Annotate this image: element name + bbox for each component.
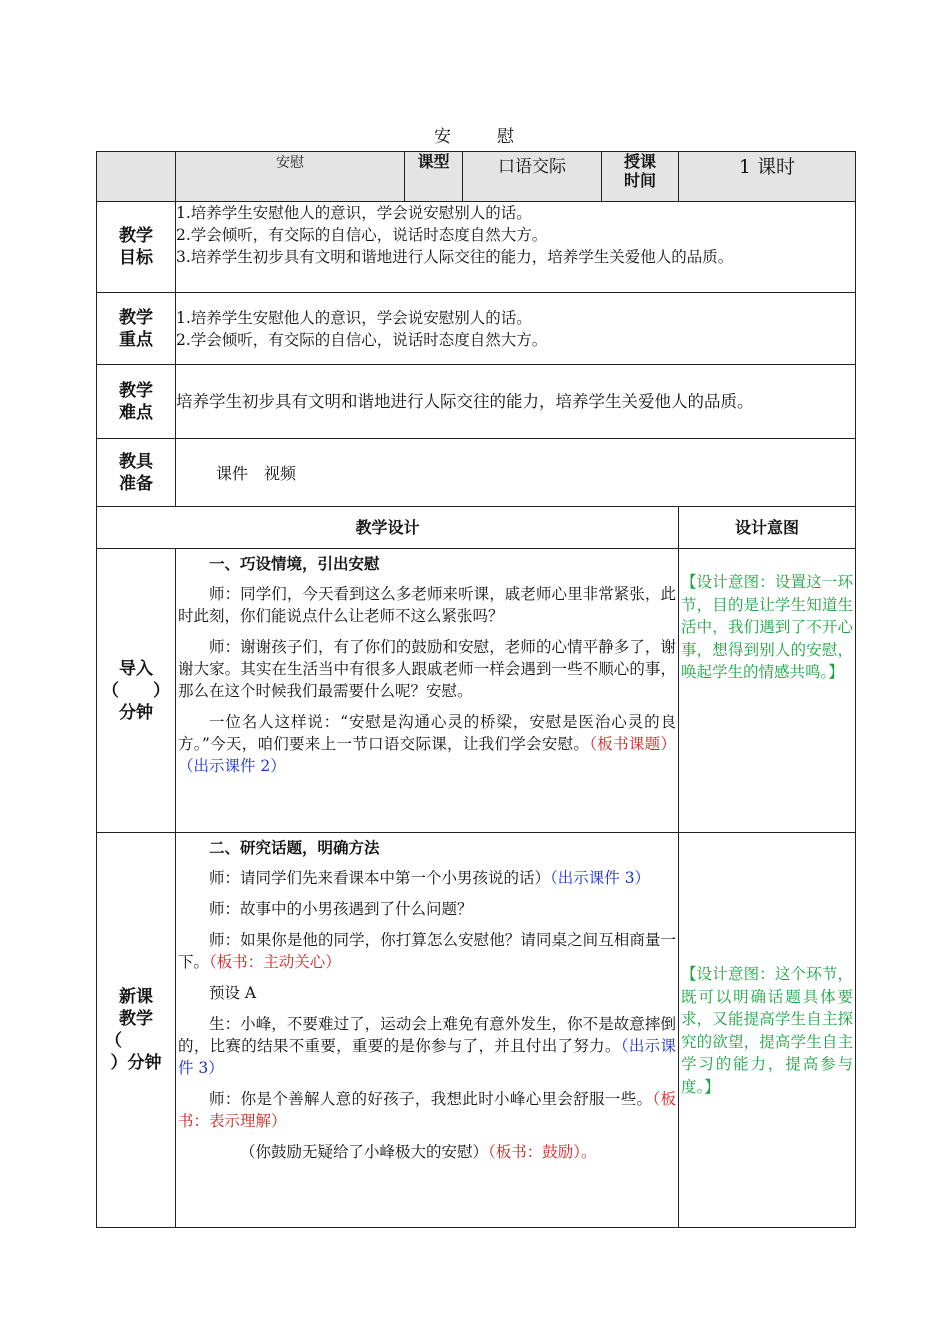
key-points-row [97, 293, 856, 365]
key-points-content [176, 293, 856, 365]
materials-label [97, 439, 176, 507]
time-label [602, 152, 679, 202]
objectives-label [97, 202, 176, 293]
title-char-1: 安 [434, 127, 453, 147]
newlesson-label-line: （ [105, 1031, 122, 1051]
intro-intent-text: 【设计意图：设置这一环节，目的是让学生知道生活中，我们遇到了不开心事，想得到别人的安慰，唤起学生的情感共鸣。】 [681, 573, 853, 681]
intro-label-line: 分钟 [119, 702, 153, 723]
materials-content: 课件 视频 [176, 439, 856, 507]
objectives-row [97, 202, 856, 293]
type-value: 口语交际 [463, 152, 602, 202]
board-note: （板书课题） [589, 735, 676, 753]
intro-paragraph: 师：谢谢孩子们，有了你们的鼓励和安慰，老师的心情平静多了，谢谢大家。其实在生活当中有很多人跟戚老师一样会遇到一些不顺心的事，那么在这个时候我们最需要什么呢？安慰。 [178, 638, 676, 700]
key-point-line: 1.培养学生安慰他人的意识，学会说安慰别人的话。 [176, 309, 532, 327]
objectives-content [176, 202, 856, 293]
newlesson-paragraph [178, 867, 676, 889]
newlesson-paragraph [178, 929, 676, 973]
newlesson-intent-text: 【设计意图：这个环节，既可以明确话题具体要求，又能提高学生自主探究的欲望，提高学生自主学习的能力，提高参与度。】 [681, 965, 853, 1096]
difficulties-label [97, 365, 176, 439]
newlesson-paragraph: 预设 A [209, 984, 257, 1002]
intro-content [176, 549, 679, 833]
newlesson-label-line: 新课 [119, 987, 153, 1007]
design-header-row [97, 507, 856, 549]
design-header: 教学设计 [97, 507, 679, 549]
title-char-2: 慰 [497, 127, 516, 147]
difficulties-row [97, 365, 856, 439]
objective-line: 1.培养学生安慰他人的意识，学会说安慰别人的话。 [176, 204, 532, 222]
newlesson-p5-text: 生：小峰，不要难过了，运动会上难免有意外发生，你不是故意摔倒的，比赛的结果不重要，重要的是你参与了，并且付出了努力。 [178, 1015, 676, 1055]
header-blank-cell [97, 152, 176, 202]
time-label-text: 授课时间 [623, 152, 656, 190]
newlesson-intent [679, 833, 856, 1228]
lesson-plan-table [96, 151, 856, 1228]
newlesson-paragraph [178, 1141, 676, 1163]
intro-row [97, 549, 856, 833]
newlesson-p3-text: 师：如果你是他的同学，你打算怎么安慰他？请同桌之间互相商量一下。 [178, 931, 676, 971]
courseware-note: （出示课件 3） [178, 1037, 676, 1077]
board-note: （板书：主动关心） [209, 953, 341, 971]
intro-label [97, 549, 176, 833]
intro-p3-text: 一位名人这样说：“安慰是沟通心灵的桥梁，安慰是医治心灵的良方。”今天，咱们要来上一节口语交际课，让我们学会安慰。 [178, 713, 676, 753]
header-row [97, 152, 856, 202]
board-note: （板书：表示理解） [178, 1090, 676, 1130]
objective-line: 2.学会倾听，有交际的自信心，说话时态度自然大方。 [176, 226, 548, 244]
newlesson-p7-text: （你鼓励无疑给了小峰极大的安慰） [240, 1143, 489, 1161]
newlesson-p1-text: 师：请同学们先来看课本中第一个小男孩说的话） [209, 869, 551, 887]
materials-row [97, 439, 856, 507]
type-label: 课型 [405, 152, 463, 202]
intro-paragraph: 师：同学们，今天看到这么多老师来听课，戚老师心里非常紧张，此时此刻，你们能说点什么让老师不这么紧张吗？ [178, 585, 676, 625]
intent-header: 设计意图 [679, 507, 856, 549]
newlesson-paragraph [178, 1013, 676, 1079]
intro-label-line: 导入 [119, 658, 153, 679]
newlesson-p6-text: 师：你是个善解人意的好孩子，我想此时小峰心里会舒服一些。 [209, 1090, 653, 1108]
newlesson-row [97, 833, 856, 1228]
key-points-label [97, 293, 176, 365]
materials-label-text: 教具准备 [119, 451, 153, 494]
newlesson-label [97, 833, 176, 1228]
intro-heading: 一、巧设情境，引出安慰 [209, 555, 380, 573]
objectives-label-text: 教学目标 [119, 226, 153, 268]
document-title [0, 122, 950, 147]
newlesson-heading: 二、研究话题，明确方法 [209, 839, 380, 857]
time-value: 1 课时 [679, 152, 856, 202]
board-note: （板书：鼓励）。 [488, 1143, 597, 1161]
courseware-note: （出示课件 3） [550, 869, 651, 887]
newlesson-paragraph: 师：故事中的小男孩遇到了什么问题？ [209, 900, 473, 918]
intro-paragraph [178, 711, 676, 777]
newlesson-paragraph [178, 1088, 676, 1132]
key-point-line: 2.学会倾听，有交际的自信心，说话时态度自然大方。 [176, 331, 548, 349]
difficulties-label-text: 教学难点 [119, 380, 153, 423]
difficulties-content: 培养学生初步具有文明和谐地进行人际交往的能力，培养学生关爱他人的品质。 [176, 365, 856, 439]
courseware-note: （出示课件 2） [178, 757, 286, 775]
key-points-label-text: 教学重点 [119, 307, 153, 350]
intro-intent [679, 549, 856, 833]
newlesson-content [176, 833, 679, 1228]
intro-label-line: （ ） [102, 680, 170, 701]
objective-line: 3.培养学生初步具有文明和谐地进行人际交往的能力，培养学生关爱他人的品质。 [176, 248, 734, 266]
lesson-name-cell: 安慰 [176, 152, 405, 202]
newlesson-label-line: 教学 [119, 1009, 153, 1029]
newlesson-label-line: ）分钟 [110, 1053, 162, 1073]
